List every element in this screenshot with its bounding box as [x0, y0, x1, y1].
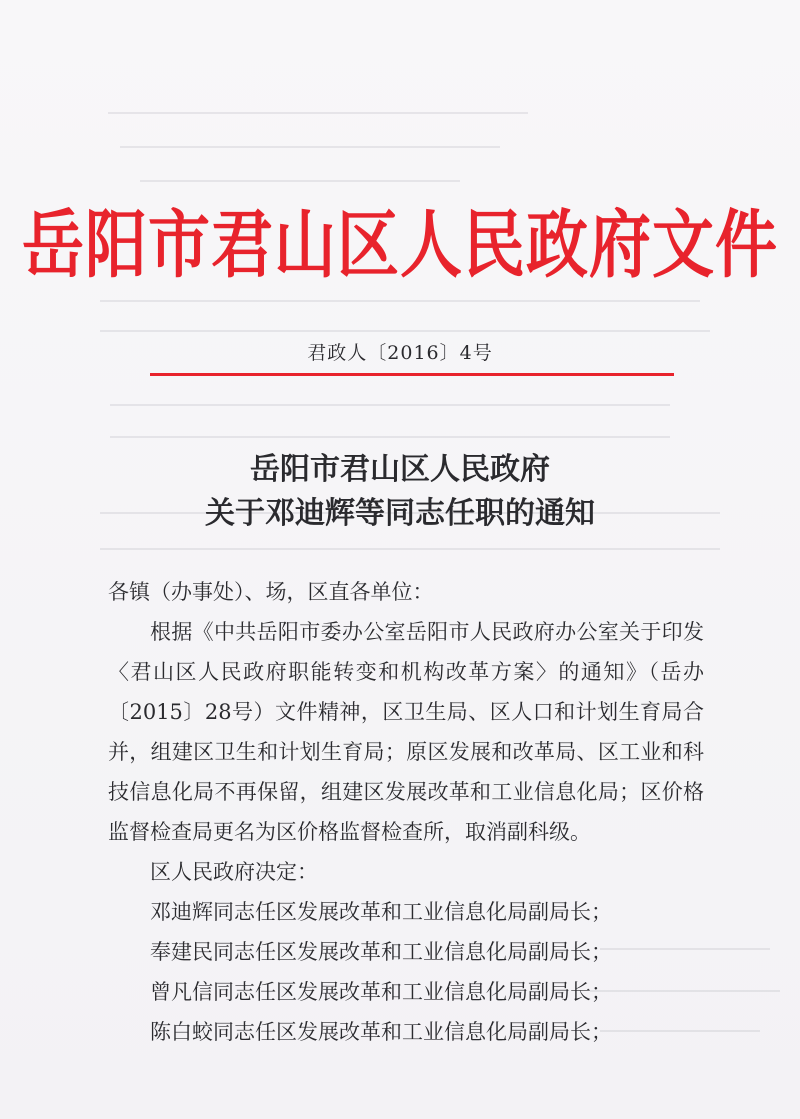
appointment-item: 曾凡信同志任区发展改革和工业信息化局副局长； — [150, 980, 612, 1004]
notice-body — [108, 572, 704, 1052]
salutation: 各镇（办事处）、场，区直各单位： — [108, 580, 434, 604]
document-masthead: 岳阳市君山区人民政府文件 — [21, 201, 778, 288]
appointment-item: 邓迪辉同志任区发展改革和工业信息化局副局长； — [150, 900, 612, 924]
document-number: 君政人〔2016〕4号 — [307, 342, 493, 364]
decision-intro: 区人民政府决定： — [150, 860, 318, 884]
body-paragraph: 根据《中共岳阳市委办公室岳阳市人民政府办公室关于印发〈君山区人民政府职能转变和机构改革方案〉的通知》（岳办〔2015〕28号）文件精神，区卫生局、区人口和计划生育局合并，组建区卫生和计划生育局；原区发展和改革局、区工业和科技信息化局不再保留，组建区发展改革和工业信息化局；区价格监督检查局更名为区价格监督检查所，取消副科级。 — [108, 620, 704, 844]
appointment-item: 陈白蛟同志任区发展改革和工业信息化局副局长； — [150, 1020, 612, 1044]
red-divider-line — [150, 373, 674, 376]
notice-title-line2: 关于邓迪辉等同志任职的通知 — [205, 496, 595, 531]
appointment-item: 奉建民同志任区发展改革和工业信息化局副局长； — [150, 940, 612, 964]
notice-title — [0, 448, 800, 536]
notice-title-line1: 岳阳市君山区人民政府 — [250, 452, 550, 487]
